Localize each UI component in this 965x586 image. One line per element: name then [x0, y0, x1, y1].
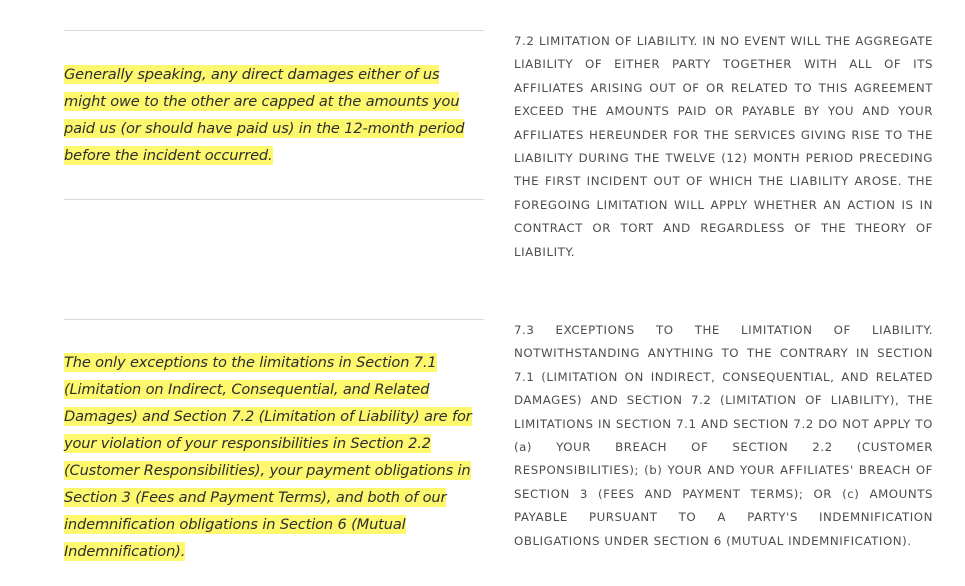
summary-exceptions [64, 349, 484, 565]
highlighted-summary-text: The only exceptions to the limitations in Section 7.1 (Limitation on Indirect, Consequential, and Related Damages) and Section 7.2 (Limitation of Liability) are for your violation of your responsibilities in Section 2.2 (Customer Responsibilities), your payment obligations in Section 3 (Fees and Payment Terms), and both of our indemnification obligations in Section 6 (Mutual Indemnification). [64, 354, 472, 560]
divider-section-7-3 [64, 319, 484, 320]
divider-middle [64, 199, 484, 200]
summary-limitation-of-liability [64, 61, 484, 169]
legal-clause-7-2: 7.2 LIMITATION OF LIABILITY. IN NO EVENT WILL THE AGGREGATE LIABILITY OF EITHER PARTY TOGETHER WITH ALL OF ITS AFFILIATES ARISING OUT OF OR RELATED TO THIS AGREEMENT EXCEED THE AMOUNTS PAID OR PAYABLE BY YOU AND YOUR AFFILIATES HEREUNDER FOR THE SERVICES GIVING RISE TO THE LIABILITY DURING THE TWELVE (12) MONTH PERIOD PRECEDING THE FIRST INCIDENT OUT OF WHICH THE LIABILITY AROSE. THE FOREGOING LIMITATION WILL APPLY WHETHER AN ACTION IS IN CONTRACT OR TORT AND REGARDLESS OF THE THEORY OF LIABILITY. [514, 34, 933, 259]
divider-top [64, 30, 484, 31]
legal-clause-7-3: 7.3 EXCEPTIONS TO THE LIMITATION OF LIABILITY. NOTWITHSTANDING ANYTHING TO THE CONTRARY IN SECTION 7.1 (LIMITATION ON INDIRECT, CONSEQUENTIAL, AND RELATED DAMAGES) AND SECTION 7.2 (LIMITATION OF LIABILITY), THE LIMITATIONS IN SECTION 7.1 AND SECTION 7.2 DO NOT APPLY TO (a) YOUR BREACH OF SECTION 2.2 (CUSTOMER RESPONSIBILITIES); (b) YOUR AND YOUR AFFILIATES' BREACH OF SECTION 3 (FEES AND PAYMENT TERMS); OR (c) AMOUNTS PAYABLE PURSUANT TO A PARTY'S INDEMNIFICATION OBLIGATIONS UNDER SECTION 6 (MUTUAL INDEMNIFICATION). [514, 323, 933, 548]
highlighted-summary-text: Generally speaking, any direct damages either of us might owe to the other are capped at the amounts you paid us (or should have paid us) in the 12-month period before the incident occurred. [64, 66, 465, 164]
